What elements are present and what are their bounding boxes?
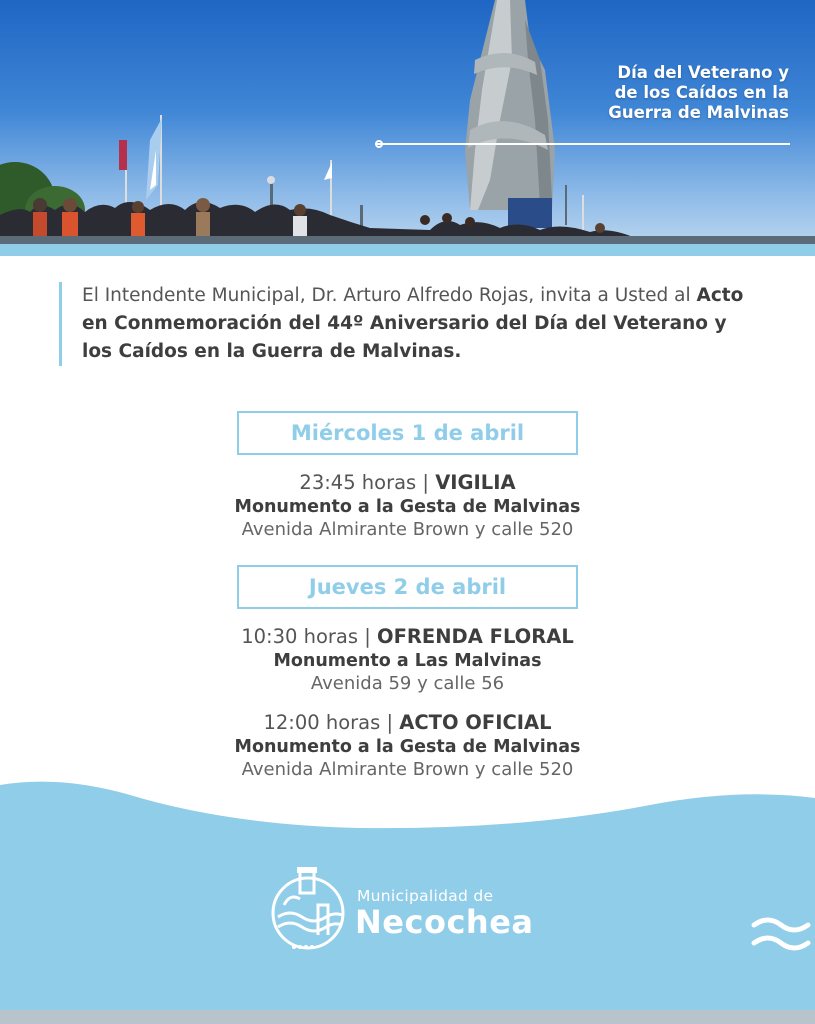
hero-divider-dot — [375, 140, 383, 148]
event-time-line — [120, 624, 695, 650]
hero-title-line: Guerra de Malvinas — [608, 103, 789, 122]
invitation-bold: Acto en Conmemoración del 44º Aniversario del Día del Veterano y los Caídos en la Guerra de Malvinas. — [82, 285, 744, 362]
hero-photo — [0, 0, 815, 245]
event-place: Monumento a la Gesta de Malvinas — [234, 737, 581, 757]
necochea-crest-icon — [270, 865, 348, 957]
logo-title: Necochea — [355, 903, 534, 941]
event-address: Avenida 59 y calle 56 — [310, 673, 505, 694]
hero-divider-line — [377, 143, 790, 145]
hero-accent-band — [0, 244, 815, 256]
event-vigilia — [120, 470, 695, 542]
event-place: Monumento a Las Malvinas — [273, 651, 542, 671]
logo-subtitle: Municipalidad de — [357, 887, 494, 905]
date-box-day1: Miércoles 1 de abril — [237, 411, 578, 455]
event-name: OFRENDA FLORAL — [377, 625, 574, 648]
hero-title-line: de los Caídos en la — [614, 83, 789, 102]
event-address: Avenida Almirante Brown y calle 520 — [241, 519, 574, 540]
hero-title-line: Día del Veterano y — [617, 63, 789, 82]
event-ofrenda-floral — [120, 624, 695, 696]
event-separator: | — [422, 471, 429, 494]
invitation-text — [59, 282, 759, 366]
event-name: ACTO OFICIAL — [399, 711, 552, 734]
event-time-line — [120, 710, 695, 736]
event-separator: | — [364, 625, 371, 648]
waves-icon — [750, 913, 812, 959]
date-box-day2: Jueves 2 de abril — [237, 565, 578, 609]
event-place: Monumento a la Gesta de Malvinas — [234, 497, 581, 517]
bottom-strip — [0, 1010, 815, 1024]
hero-title — [549, 63, 789, 123]
invitation-plain: El Intendente Municipal, Dr. Arturo Alfredo Rojas, invita a Usted al — [82, 285, 697, 306]
event-time-line — [120, 470, 695, 496]
event-name: VIGILIA — [435, 471, 516, 494]
event-address: Avenida Almirante Brown y calle 520 — [241, 759, 574, 780]
event-time: 12:00 horas — [263, 711, 381, 734]
event-time: 23:45 horas — [299, 471, 417, 494]
event-separator: | — [386, 711, 394, 734]
event-time: 10:30 horas — [241, 625, 359, 648]
